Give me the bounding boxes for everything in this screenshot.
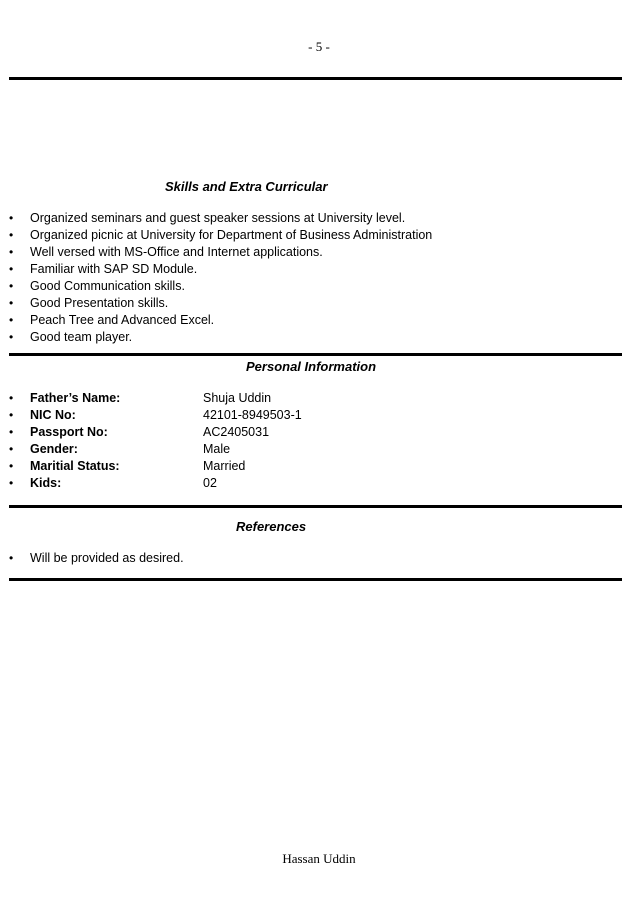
footer-name: Hassan Uddin [282, 851, 356, 866]
bullet-icon: • [9, 330, 14, 344]
info-row [9, 475, 302, 492]
personal-info-list [9, 390, 302, 492]
skill-text: Peach Tree and Advanced Excel. [30, 313, 215, 327]
bullet-icon: • [9, 442, 14, 456]
skill-item [9, 295, 432, 312]
info-label: Father’s Name: [30, 391, 121, 405]
references-heading: References [236, 519, 307, 534]
skills-divider [9, 353, 622, 356]
bullet-icon: • [9, 476, 14, 490]
info-label: Passport No: [30, 425, 108, 439]
info-row [9, 441, 302, 458]
reference-text: Will be provided as desired. [30, 551, 184, 565]
skill-item [9, 329, 432, 346]
references-list [9, 550, 184, 567]
skill-text: Organized picnic at University for Department of Business Administration [30, 228, 433, 242]
info-row [9, 458, 302, 475]
references-divider [9, 578, 622, 581]
info-value: Shuja Uddin [203, 391, 272, 405]
info-value: Married [203, 459, 246, 473]
bullet-icon: • [9, 211, 14, 225]
info-row [9, 424, 302, 441]
bullet-icon: • [9, 408, 14, 422]
reference-item [9, 550, 184, 567]
info-label: Kids: [30, 476, 62, 490]
bullet-icon: • [9, 391, 14, 405]
info-label: Maritial Status: [30, 459, 120, 473]
skills-heading: Skills and Extra Curricular [165, 179, 328, 194]
skill-item [9, 261, 432, 278]
skills-list [9, 210, 432, 346]
skill-item [9, 312, 432, 329]
skill-text: Organized seminars and guest speaker sessions at University level. [30, 211, 406, 225]
skill-text: Familiar with SAP SD Module. [30, 262, 198, 276]
skill-item [9, 227, 432, 244]
bullet-icon: • [9, 245, 14, 259]
skill-item [9, 244, 432, 261]
info-value: Male [203, 442, 231, 456]
skill-text: Good Communication skills. [30, 279, 185, 293]
bullet-icon: • [9, 459, 14, 473]
info-value: AC2405031 [203, 425, 270, 439]
info-value: 02 [203, 476, 217, 490]
skill-text: Well versed with MS-Office and Internet applications. [30, 245, 323, 259]
bullet-icon: • [9, 313, 14, 327]
skill-text: Good Presentation skills. [30, 296, 169, 310]
info-row [9, 407, 302, 424]
skill-text: Good team player. [30, 330, 133, 344]
info-row [9, 390, 302, 407]
bullet-icon: • [9, 425, 14, 439]
bullet-icon: • [9, 551, 14, 565]
page-number: - 5 - [308, 39, 330, 54]
info-label: Gender: [30, 442, 78, 456]
skill-item [9, 278, 432, 295]
bullet-icon: • [9, 279, 14, 293]
bullet-icon: • [9, 228, 14, 242]
personal-info-divider [9, 505, 622, 508]
bullet-icon: • [9, 296, 14, 310]
skill-item [9, 210, 432, 227]
personal-info-heading: Personal Information [246, 359, 377, 374]
top-divider [9, 77, 622, 80]
info-label: NIC No: [30, 408, 76, 422]
info-value: 42101-8949503-1 [203, 408, 302, 422]
bullet-icon: • [9, 262, 14, 276]
